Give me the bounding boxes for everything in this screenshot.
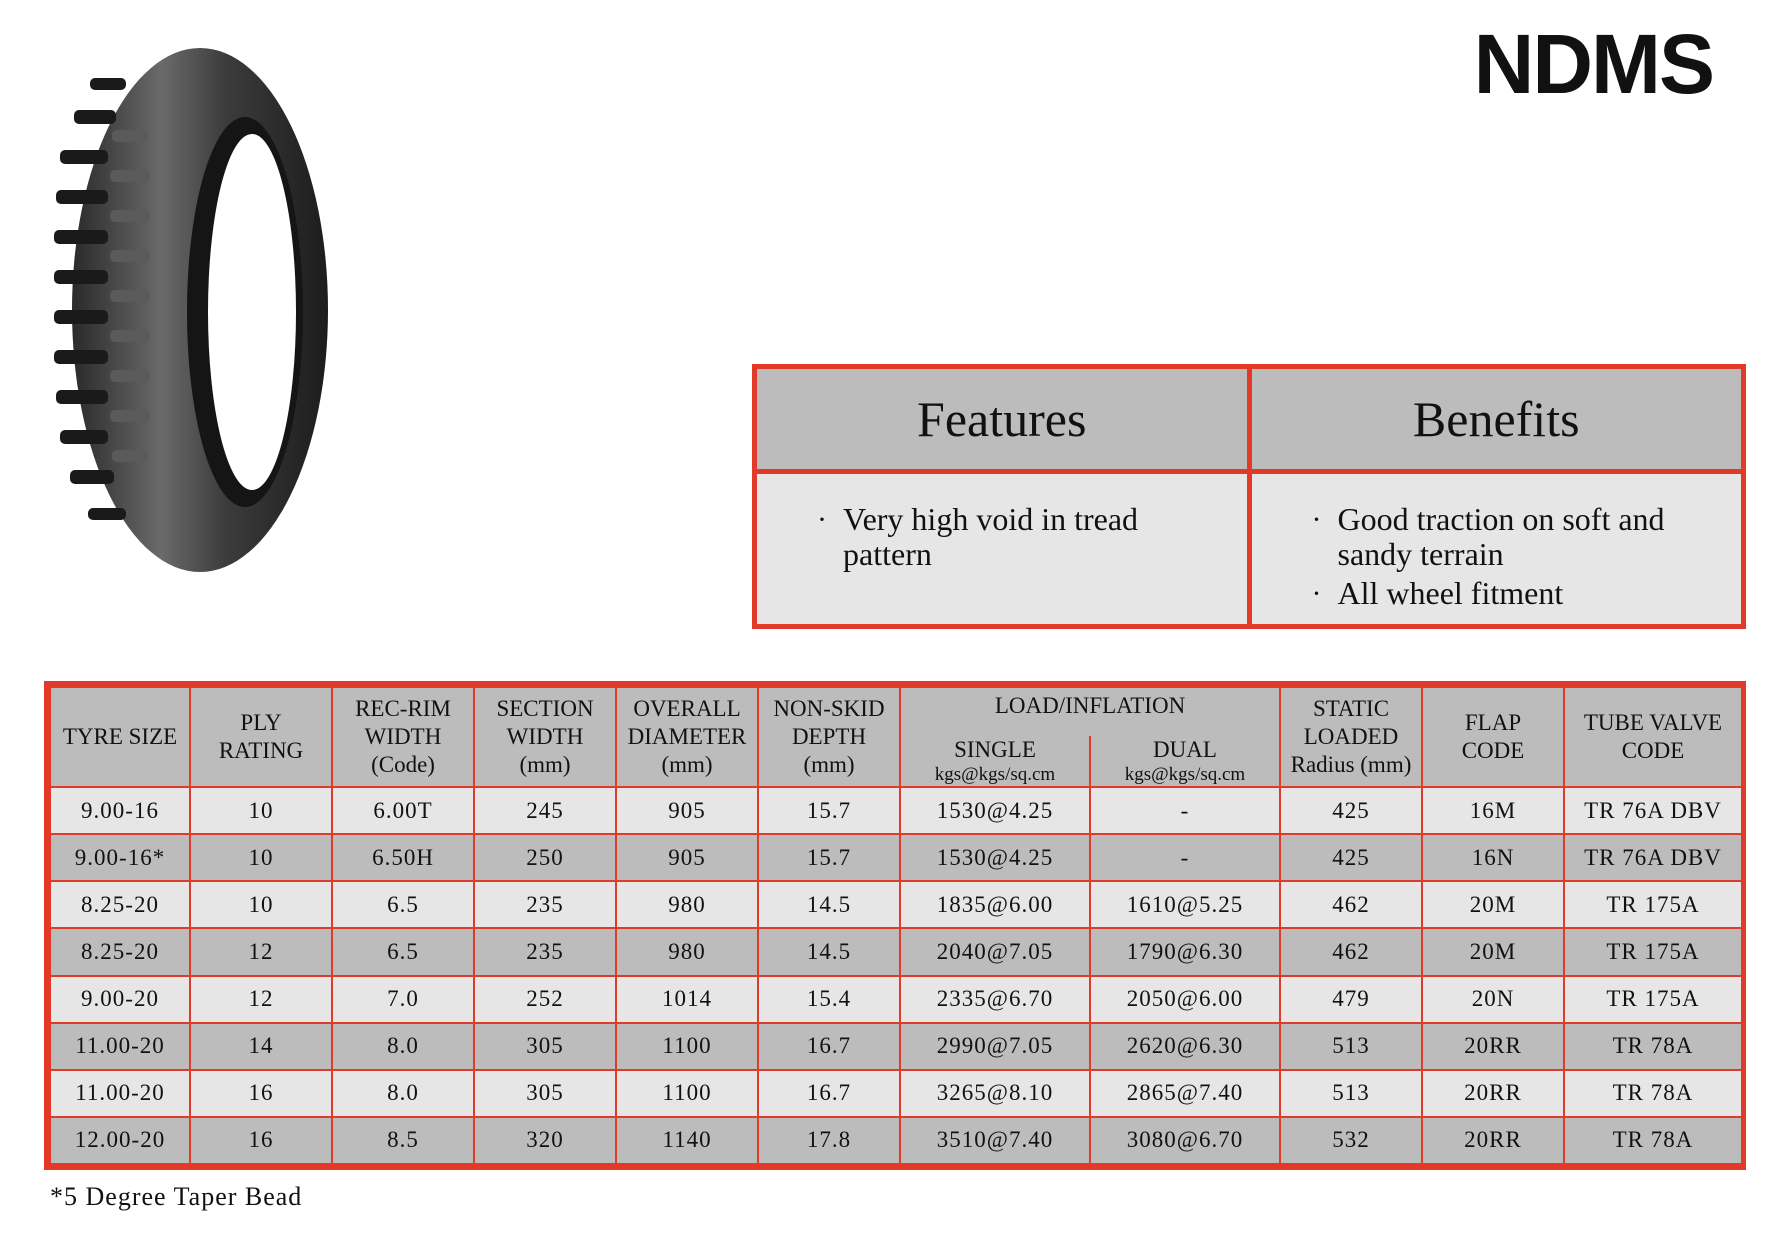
- cell-tyre-size: 9.00-20: [50, 976, 190, 1023]
- cell-flap-code: 20RR: [1422, 1070, 1564, 1117]
- cell-tyre-size: 9.00-16*: [50, 834, 190, 881]
- cell-tyre-size: 8.25-20: [50, 928, 190, 975]
- table-header-row: [50, 687, 1742, 787]
- cell-flap-code: 20M: [1422, 881, 1564, 928]
- cell-single: 2040@7.05: [900, 928, 1090, 975]
- cell-single: 1835@6.00: [900, 881, 1090, 928]
- cell-overall-diameter: 980: [616, 881, 758, 928]
- cell-tube-valve: TR 78A: [1564, 1023, 1742, 1070]
- cell-overall-diameter: 1014: [616, 976, 758, 1023]
- cell-flap-code: 20N: [1422, 976, 1564, 1023]
- cell-ply-rating: 14: [190, 1023, 332, 1070]
- cell-ply-rating: 10: [190, 787, 332, 834]
- cell-dual: -: [1090, 787, 1280, 834]
- th-ply-rating: PLY RATING: [190, 687, 332, 787]
- cell-section-width: 320: [474, 1117, 616, 1164]
- table-row: [50, 1070, 1742, 1117]
- cell-tyre-size: 11.00-20: [50, 1070, 190, 1117]
- cell-dual: 2050@6.00: [1090, 976, 1280, 1023]
- th-tyre-size: TYRE SIZE: [50, 687, 190, 787]
- cell-ply-rating: 12: [190, 928, 332, 975]
- cell-flap-code: 16N: [1422, 834, 1564, 881]
- cell-single: 2990@7.05: [900, 1023, 1090, 1070]
- cell-static-loaded: 462: [1280, 928, 1422, 975]
- benefits-cell: [1252, 474, 1742, 624]
- cell-section-width: 305: [474, 1023, 616, 1070]
- cell-tube-valve: TR 175A: [1564, 928, 1742, 975]
- cell-section-width: 245: [474, 787, 616, 834]
- cell-tube-valve: TR 78A: [1564, 1070, 1742, 1117]
- cell-section-width: 250: [474, 834, 616, 881]
- table-row: [50, 787, 1742, 834]
- table-row: [50, 881, 1742, 928]
- cell-rec-rim: 8.0: [332, 1070, 474, 1117]
- footnote: *5 Degree Taper Bead: [50, 1182, 303, 1211]
- th-flap-code: FLAP CODE: [1422, 687, 1564, 787]
- cell-rec-rim: 6.00T: [332, 787, 474, 834]
- cell-non-skid: 15.7: [758, 834, 900, 881]
- table-row: [50, 1023, 1742, 1070]
- tyre-image: [40, 30, 350, 590]
- features-list: [817, 502, 1227, 572]
- th-single: SINGLE kgs@kgs/sq.cm: [901, 736, 1091, 786]
- cell-overall-diameter: 905: [616, 787, 758, 834]
- cell-rec-rim: 6.5: [332, 928, 474, 975]
- cell-section-width: 235: [474, 881, 616, 928]
- cell-ply-rating: 12: [190, 976, 332, 1023]
- cell-rec-rim: 6.50H: [332, 834, 474, 881]
- cell-ply-rating: 16: [190, 1070, 332, 1117]
- cell-single: 3510@7.40: [900, 1117, 1090, 1164]
- benefit-item: · Good traction on soft and sandy terrain: [1312, 502, 1722, 572]
- cell-overall-diameter: 980: [616, 928, 758, 975]
- cell-single: 1530@4.25: [900, 787, 1090, 834]
- feature-item: · Very high void in tread pattern: [817, 502, 1227, 572]
- cell-non-skid: 17.8: [758, 1117, 900, 1164]
- th-tube-valve: TUBE VALVE CODE: [1564, 687, 1742, 787]
- table-row: [50, 928, 1742, 975]
- th-overall-diameter: OVERALL DIAMETER (mm): [616, 687, 758, 787]
- cell-single: 1530@4.25: [900, 834, 1090, 881]
- cell-tyre-size: 9.00-16: [50, 787, 190, 834]
- benefits-list: [1312, 502, 1722, 611]
- cell-section-width: 252: [474, 976, 616, 1023]
- cell-static-loaded: 513: [1280, 1023, 1422, 1070]
- cell-static-loaded: 479: [1280, 976, 1422, 1023]
- cell-section-width: 305: [474, 1070, 616, 1117]
- benefits-header: Benefits: [1252, 369, 1742, 469]
- cell-dual: 3080@6.70: [1090, 1117, 1280, 1164]
- cell-static-loaded: 532: [1280, 1117, 1422, 1164]
- spec-table: [44, 681, 1746, 1170]
- cell-tube-valve: TR 78A: [1564, 1117, 1742, 1164]
- cell-non-skid: 15.4: [758, 976, 900, 1023]
- th-dual: DUAL kgs@kgs/sq.cm: [1124, 737, 1246, 785]
- cell-tyre-size: 12.00-20: [50, 1117, 190, 1164]
- cell-dual: 1610@5.25: [1090, 881, 1280, 928]
- cell-tube-valve: TR 175A: [1564, 976, 1742, 1023]
- cell-non-skid: 16.7: [758, 1023, 900, 1070]
- cell-non-skid: 15.7: [758, 787, 900, 834]
- cell-static-loaded: 513: [1280, 1070, 1422, 1117]
- cell-tube-valve: TR 76A DBV: [1564, 787, 1742, 834]
- cell-single: 2335@6.70: [900, 976, 1090, 1023]
- th-section-width: SECTION WIDTH (mm): [474, 687, 616, 787]
- cell-rec-rim: 6.5: [332, 881, 474, 928]
- cell-ply-rating: 16: [190, 1117, 332, 1164]
- cell-non-skid: 14.5: [758, 928, 900, 975]
- cell-tube-valve: TR 76A DBV: [1564, 834, 1742, 881]
- cell-rec-rim: 8.5: [332, 1117, 474, 1164]
- th-non-skid: NON-SKID DEPTH (mm): [758, 687, 900, 787]
- th-load-inflation: LOAD/INFLATION SINGLE kgs@kgs/sq.cm DUAL kgs@kgs/sq.cm: [900, 687, 1280, 787]
- cell-ply-rating: 10: [190, 881, 332, 928]
- cell-non-skid: 16.7: [758, 1070, 900, 1117]
- cell-overall-diameter: 1140: [616, 1117, 758, 1164]
- cell-flap-code: 16M: [1422, 787, 1564, 834]
- cell-flap-code: 20RR: [1422, 1023, 1564, 1070]
- cell-static-loaded: 425: [1280, 787, 1422, 834]
- th-static-loaded: STATIC LOADED Radius (mm): [1280, 687, 1422, 787]
- cell-dual: 2865@7.40: [1090, 1070, 1280, 1117]
- cell-static-loaded: 462: [1280, 881, 1422, 928]
- cell-section-width: 235: [474, 928, 616, 975]
- cell-overall-diameter: 905: [616, 834, 758, 881]
- cell-single: 3265@8.10: [900, 1070, 1090, 1117]
- cell-rec-rim: 7.0: [332, 976, 474, 1023]
- cell-ply-rating: 10: [190, 834, 332, 881]
- cell-static-loaded: 425: [1280, 834, 1422, 881]
- cell-rec-rim: 8.0: [332, 1023, 474, 1070]
- cell-non-skid: 14.5: [758, 881, 900, 928]
- table-row: [50, 976, 1742, 1023]
- cell-dual: -: [1090, 834, 1280, 881]
- cell-dual: 2620@6.30: [1090, 1023, 1280, 1070]
- cell-flap-code: 20RR: [1422, 1117, 1564, 1164]
- cell-tyre-size: 8.25-20: [50, 881, 190, 928]
- cell-overall-diameter: 1100: [616, 1070, 758, 1117]
- table-row: [50, 1117, 1742, 1164]
- cell-overall-diameter: 1100: [616, 1023, 758, 1070]
- cell-dual: 1790@6.30: [1090, 928, 1280, 975]
- features-cell: [757, 474, 1247, 624]
- cell-tyre-size: 11.00-20: [50, 1023, 190, 1070]
- brand-logo: NDMS: [1473, 17, 1713, 111]
- cell-flap-code: 20M: [1422, 928, 1564, 975]
- cell-tube-valve: TR 175A: [1564, 881, 1742, 928]
- table-row: [50, 834, 1742, 881]
- features-header: Features: [757, 369, 1247, 469]
- benefit-item: · All wheel fitment: [1312, 576, 1722, 611]
- features-benefits-table: [752, 364, 1746, 629]
- th-rec-rim: REC-RIM WIDTH (Code): [332, 687, 474, 787]
